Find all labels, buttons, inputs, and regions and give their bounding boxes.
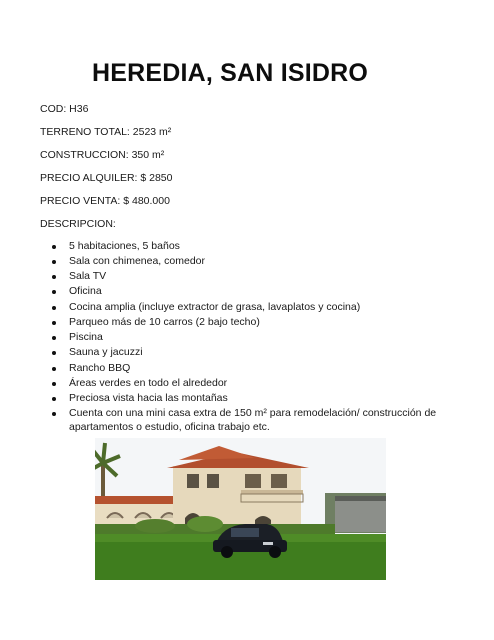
construction-field: CONSTRUCCION: 350 m² xyxy=(40,149,165,161)
bullet-icon xyxy=(52,275,56,279)
bullet-icon xyxy=(52,382,56,386)
bullet-icon xyxy=(52,245,56,249)
code-field: COD: H36 xyxy=(40,103,89,115)
description-heading: DESCRIPCION: xyxy=(40,218,116,230)
total-land-field: TERRENO TOTAL: 2523 m² xyxy=(40,126,172,138)
sale-price-field: PRECIO VENTA: $ 480.000 xyxy=(40,195,170,207)
page-title: HEREDIA, SAN ISIDRO xyxy=(91,59,369,87)
bullet-icon xyxy=(52,397,56,401)
bullet-icon xyxy=(52,321,56,325)
bullet-icon xyxy=(52,260,56,264)
house-photo-icon xyxy=(95,438,386,580)
bullet-icon xyxy=(52,306,56,310)
house-photo xyxy=(95,438,386,580)
document-page: HEREDIA, SAN ISIDRO COD: H36 TERRENO TOTAL: 2523 m² CONSTRUCCION: 350 m² PRECIO ALQUILER: $ 2850 PRECIO VENTA: $ 480.000 DESCRIPCION: 5 habitaciones, 5 baños Sala con chimenea, comedor Sala TV Oficina Cocina amplia (incluye extractor de grasa, lavaplatos y cocina) Parqueo más de 10 carros (2 bajo techo) Piscina Sauna y jacuzzi Rancho BBQ Áreas verdes en todo el alrededor Preciosa vista hacia las montañas Cuenta con una mini casa extra de 150 m² para remodelación/ construcción de apartamentos o estudio, oficina trabajo etc. xyxy=(0,0,494,640)
rent-price-field: PRECIO ALQUILER: $ 2850 xyxy=(40,172,173,184)
bullet-icon xyxy=(52,367,56,371)
bullet-icon xyxy=(52,290,56,294)
bullet-icon xyxy=(52,351,56,355)
bullet-icon xyxy=(52,336,56,340)
bullet-icon xyxy=(52,412,56,416)
